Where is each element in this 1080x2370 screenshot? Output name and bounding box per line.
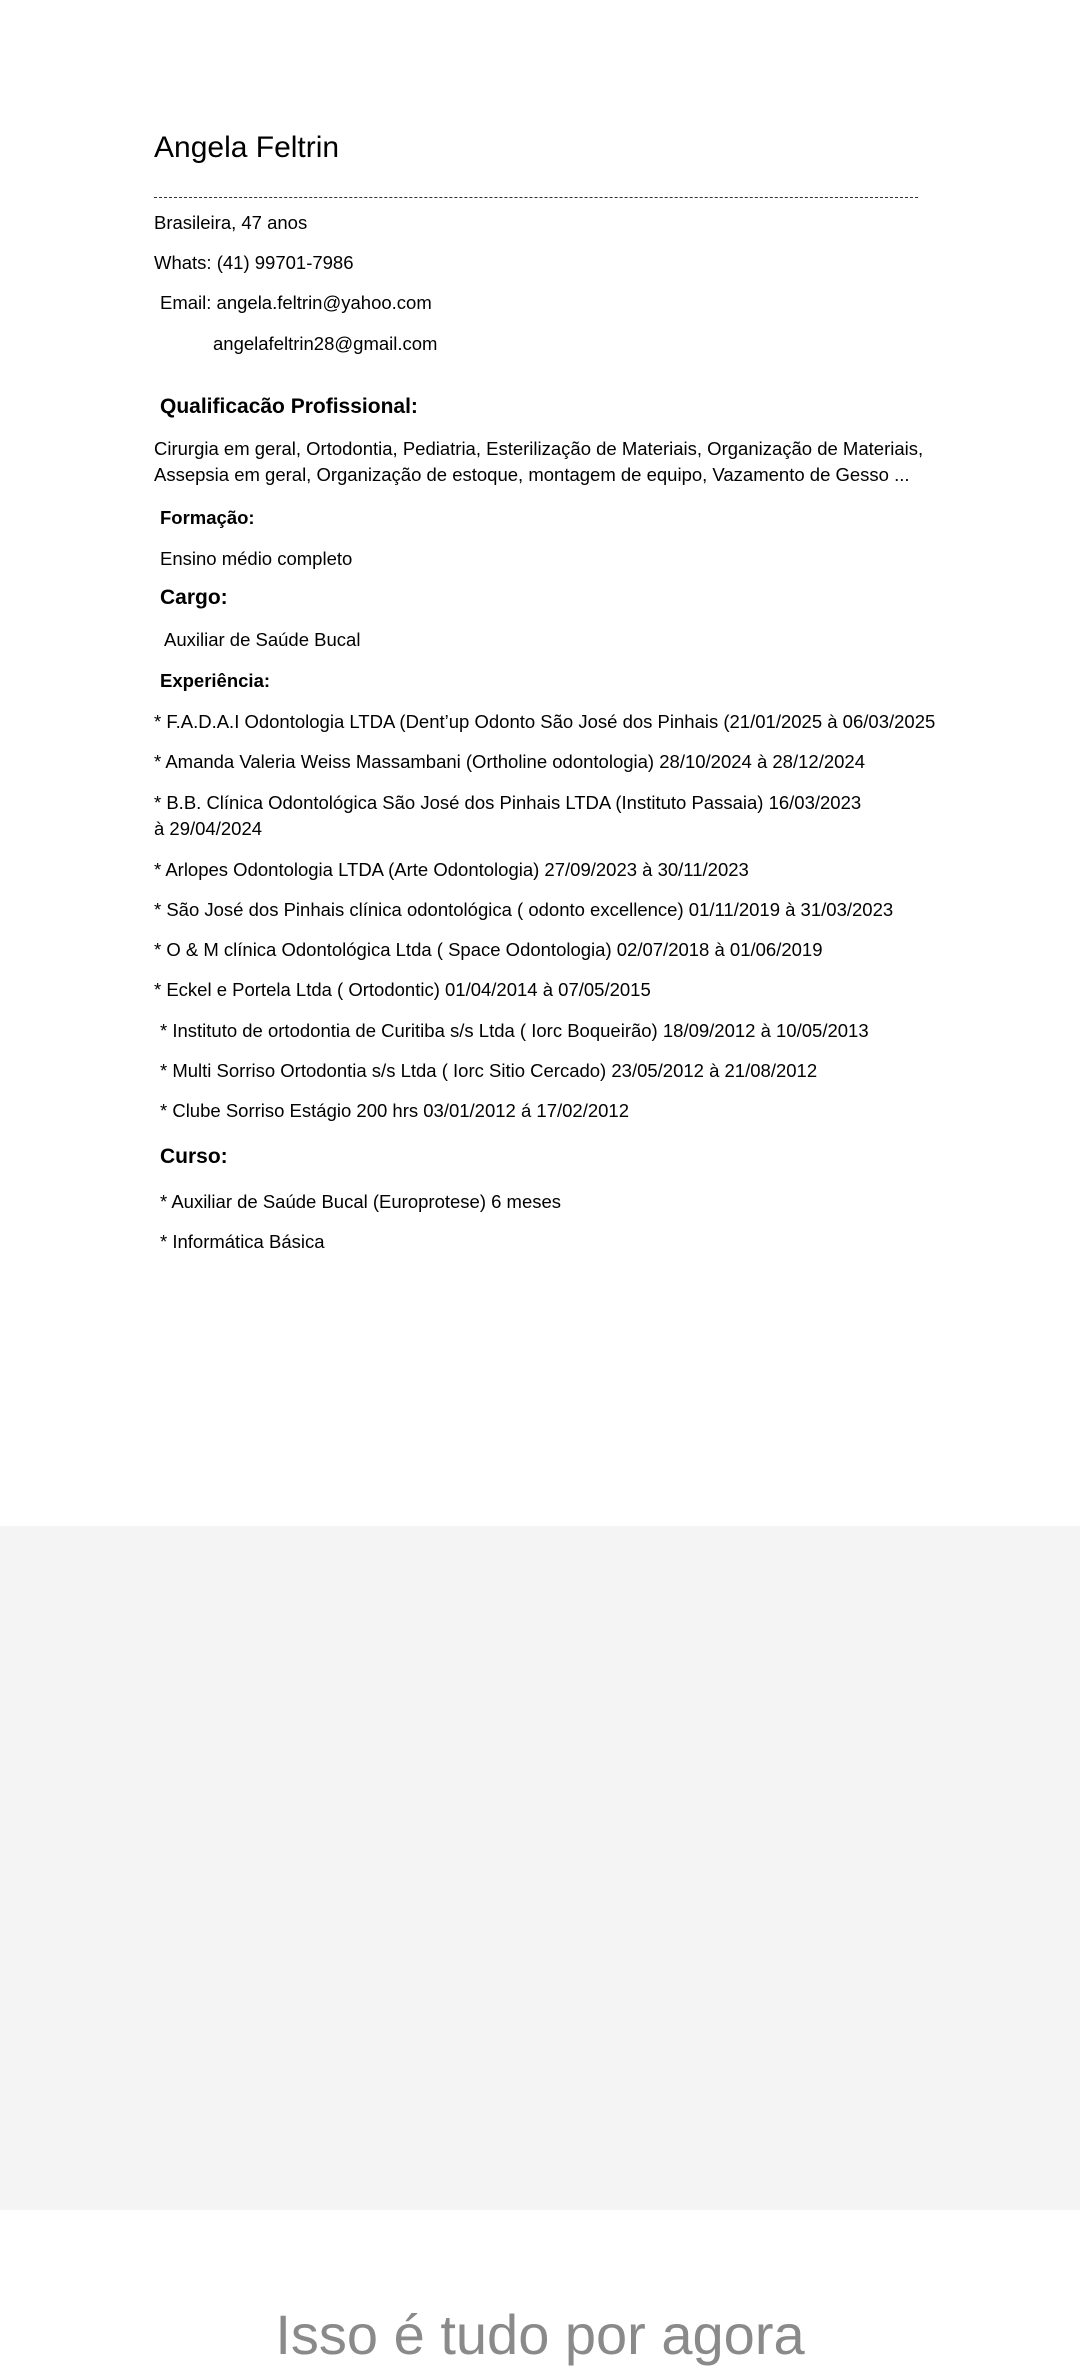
candidate-name: Angela Feltrin: [154, 131, 340, 164]
separator-line: [154, 197, 918, 198]
cargo-text: Auxiliar de Saúde Bucal: [164, 629, 361, 650]
page-gap-area: [0, 1526, 1080, 2210]
curso-item: * Informática Básica: [160, 1231, 325, 1252]
cargo-heading: Cargo:: [160, 586, 228, 609]
whatsapp-contact: Whats: (41) 99701-7986: [154, 252, 354, 273]
experience-item: * Eckel e Portela Ltda ( Ortodontic) 01/04/2014 à 07/05/2015: [154, 979, 651, 1000]
email-contact: Email: angela.feltrin@yahoo.com: [160, 292, 432, 313]
experience-item: * Arlopes Odontologia LTDA (Arte Odontologia) 27/09/2023 à 30/11/2023: [154, 859, 749, 880]
qualificacao-text: Cirurgia em geral, Ortodontia, Pediatria, Esterilização de Materiais, Organização de Materiais, Assepsia em geral, Organização de estoque, montagem de equipo, Vazamento de Gesso ...: [154, 438, 924, 485]
experience-item: * B.B. Clínica Odontológica São José dos Pinhais LTDA (Instituto Passaia) 16/03/2023 à 29/04/2024: [154, 792, 862, 839]
qualificacao-heading: Qualificacão Profissional:: [160, 395, 418, 418]
email-contact-secondary: angelafeltrin28@gmail.com: [213, 333, 438, 354]
experience-item: * Instituto de ortodontia de Curitiba s/s Ltda ( Iorc Boqueirão) 18/09/2012 à 10/05/2013: [160, 1020, 869, 1041]
curso-item: * Auxiliar de Saúde Bucal (Europrotese) 6 meses: [160, 1191, 562, 1212]
nationality-age: Brasileira, 47 anos: [154, 212, 308, 233]
experiencia-heading: Experiência:: [160, 670, 271, 691]
curso-heading: Curso:: [160, 1145, 228, 1168]
formacao-heading: Formação:: [160, 507, 255, 528]
experience-item: * Clube Sorriso Estágio 200 hrs 03/01/2012 á 17/02/2012: [160, 1100, 629, 1121]
formacao-text: Ensino médio completo: [160, 548, 353, 569]
experience-item: * São José dos Pinhais clínica odontológica ( odonto excellence) 01/11/2019 à 31/03/2023: [154, 899, 894, 920]
experience-item: * Amanda Valeria Weiss Massambani (Ortholine odontologia) 28/10/2024 à 28/12/2024: [154, 751, 865, 772]
experience-item: * O & M clínica Odontológica Ltda ( Space Odontologia) 02/07/2018 à 01/06/2019: [154, 939, 823, 960]
experience-item: * Multi Sorriso Ortodontia s/s Ltda ( Iorc Sitio Cercado) 23/05/2012 à 21/08/2012: [160, 1060, 818, 1081]
experience-item: * F.A.D.A.I Odontologia LTDA (Dent’up Odonto São José dos Pinhais (21/01/2025 à 06/03/2025: [154, 711, 936, 732]
end-of-document-message: Isso é tudo por agora: [275, 2303, 805, 2366]
